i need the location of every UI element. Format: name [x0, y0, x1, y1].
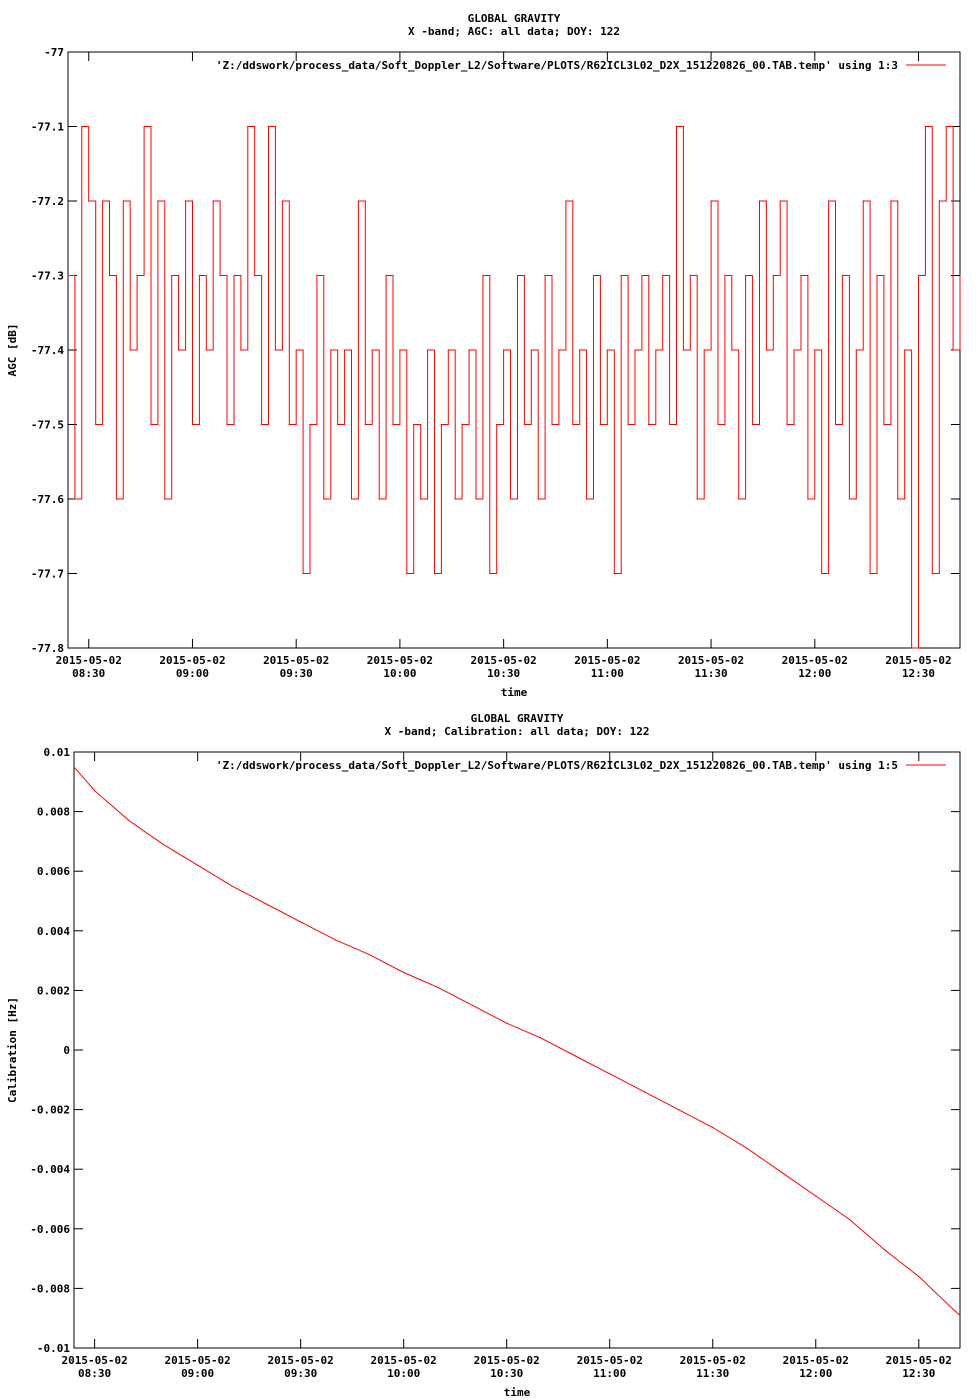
data-point [662, 275, 663, 276]
data-point [282, 200, 283, 201]
data-point [856, 349, 857, 350]
plot-frame [74, 752, 960, 1348]
data-point [178, 349, 179, 350]
data-point [74, 498, 75, 499]
y-tick-label: -0.002 [30, 1103, 70, 1117]
data-point [644, 1091, 645, 1092]
data-point [254, 275, 255, 276]
data-point [510, 498, 511, 499]
data-point [551, 424, 552, 425]
data-point [712, 1127, 713, 1128]
data-point [455, 498, 456, 499]
data-point [953, 1309, 954, 1310]
data-point [506, 1023, 507, 1024]
chart-title: GLOBAL GRAVITY [470, 712, 564, 725]
data-point [766, 349, 767, 350]
data-point [524, 424, 525, 425]
x-tick-date-label: 2015-05-02 [267, 1354, 334, 1367]
data-point [462, 424, 463, 425]
y-tick-label: 0.008 [36, 805, 70, 819]
data-point [884, 1249, 885, 1250]
x-axis-label: time [500, 686, 528, 699]
data-point [379, 498, 380, 499]
data-point [946, 126, 947, 127]
data-point [406, 573, 407, 574]
x-tick-time-label: 10:00 [383, 667, 417, 680]
data-point [531, 349, 532, 350]
x-tick-date-label: 2015-05-02 [61, 1354, 128, 1367]
data-point [669, 424, 670, 425]
data-point [226, 424, 227, 425]
data-point [953, 349, 954, 350]
x-tick-time-label: 10:00 [387, 1367, 421, 1380]
x-tick-date-label: 2015-05-02 [679, 1354, 746, 1367]
data-point [773, 275, 774, 276]
data-point [747, 1148, 748, 1149]
data-point [434, 573, 435, 574]
y-tick-label: -0.004 [30, 1163, 70, 1177]
data-point [330, 349, 331, 350]
data-point [144, 126, 145, 127]
data-point [213, 200, 214, 201]
data-point [163, 844, 164, 845]
x-tick-date-label: 2015-05-02 [164, 1354, 231, 1367]
data-point [717, 424, 718, 425]
data-point [247, 126, 248, 127]
x-tick-date-label: 2015-05-02 [470, 654, 537, 667]
data-point [807, 498, 808, 499]
data-point [197, 865, 198, 866]
data-point [206, 349, 207, 350]
x-tick-time-label: 10:30 [487, 667, 521, 680]
x-axis-label: time [503, 1386, 531, 1399]
data-point [918, 1276, 919, 1277]
data-point [289, 424, 290, 425]
x-tick-date-label: 2015-05-02 [263, 654, 330, 667]
x-tick-time-label: 11:30 [694, 667, 728, 680]
x-tick-date-label: 2015-05-02 [885, 1354, 952, 1367]
data-point [164, 498, 165, 499]
y-tick-label: 0.004 [36, 924, 70, 938]
data-point [683, 349, 684, 350]
x-tick-date-label: 2015-05-02 [782, 1354, 849, 1367]
data-point [199, 275, 200, 276]
y-axis-label: AGC [dB] [6, 323, 19, 377]
y-tick-label: -77.1 [30, 120, 64, 134]
data-point [192, 424, 193, 425]
data-point [883, 424, 884, 425]
data-point [800, 275, 801, 276]
data-point [413, 424, 414, 425]
data-point [358, 200, 359, 201]
y-tick-label: -77.4 [30, 344, 64, 357]
y-tick-label: -77.6 [30, 493, 64, 506]
data-point [268, 126, 269, 127]
data-point [296, 349, 297, 350]
data-point [876, 275, 877, 276]
data-point [469, 349, 470, 350]
y-tick-label: 0 [63, 1044, 70, 1057]
data-point [738, 498, 739, 499]
data-point [420, 498, 421, 499]
data-point [793, 349, 794, 350]
data-point [593, 275, 594, 276]
data-point [399, 349, 400, 350]
data-point [752, 424, 753, 425]
data-point [489, 573, 490, 574]
x-tick-time-label: 12:30 [902, 1367, 936, 1380]
x-tick-time-label: 11:30 [696, 1367, 730, 1380]
data-point [600, 424, 601, 425]
data-point [482, 275, 483, 276]
data-point [392, 424, 393, 425]
data-point [545, 275, 546, 276]
data-point [745, 275, 746, 276]
x-tick-time-label: 09:30 [284, 1367, 318, 1380]
data-point [240, 349, 241, 350]
y-tick-label: -77.3 [30, 269, 64, 283]
x-tick-time-label: 09:30 [279, 667, 313, 680]
data-point [503, 349, 504, 350]
y-axis-label: Calibration [Hz] [6, 997, 19, 1103]
plot-frame [68, 52, 960, 648]
data-point [372, 349, 373, 350]
data-point [351, 498, 352, 499]
data-point [678, 1109, 679, 1110]
data-point [109, 275, 110, 276]
data-point [614, 573, 615, 574]
x-tick-time-label: 08:30 [78, 1367, 112, 1380]
data-point [300, 921, 301, 922]
x-tick-time-label: 09:00 [181, 1367, 215, 1380]
data-point [904, 349, 905, 350]
data-point [171, 275, 172, 276]
chart-subtitle: X -band; AGC: all data; DOY: 122 [408, 25, 620, 38]
data-point [67, 275, 68, 276]
data-point [690, 275, 691, 276]
data-point [344, 349, 345, 350]
data-point [911, 647, 912, 648]
data-point [918, 275, 919, 276]
y-tick-label: -0.006 [30, 1222, 70, 1236]
data-point [648, 424, 649, 425]
y-tick-label: 0.006 [36, 865, 70, 879]
data-point [572, 424, 573, 425]
data-point [441, 424, 442, 425]
data-point [369, 954, 370, 955]
data-point [655, 349, 656, 350]
data-point [472, 1005, 473, 1006]
data-point [95, 424, 96, 425]
data-point [130, 349, 131, 350]
data-point [835, 424, 836, 425]
data-point [185, 200, 186, 201]
x-tick-date-label: 2015-05-02 [781, 654, 848, 667]
x-tick-date-label: 2015-05-02 [55, 654, 122, 667]
data-point [759, 200, 760, 201]
data-point [565, 200, 566, 201]
data-point [731, 349, 732, 350]
x-tick-date-label: 2015-05-02 [159, 654, 226, 667]
data-point [231, 886, 232, 887]
data-point [849, 498, 850, 499]
y-tick-label: 0.002 [36, 984, 70, 998]
data-point [932, 573, 933, 574]
data-point [634, 349, 635, 350]
legend-label: 'Z:/ddswork/process_data/Soft_Doppler_L2/Software/PLOTS/R62ICL3L02_D2X_151220826_00.TAB.temp' using 1:5 [215, 759, 898, 772]
data-point [94, 790, 95, 791]
y-tick-label: -77.2 [30, 195, 64, 208]
data-point [316, 275, 317, 276]
x-tick-time-label: 10:30 [490, 1367, 524, 1380]
x-tick-time-label: 12:30 [901, 667, 936, 680]
data-point [275, 349, 276, 350]
data-point [334, 939, 335, 940]
data-point [123, 200, 124, 201]
data-point [607, 349, 608, 350]
data-point [586, 498, 587, 499]
data-point [88, 200, 89, 201]
series-line [74, 767, 960, 1315]
data-point [781, 1172, 782, 1173]
data-point [448, 349, 449, 350]
data-point [575, 1055, 576, 1056]
y-tick-label: -0.008 [30, 1282, 70, 1296]
data-point [815, 1195, 816, 1196]
data-point [437, 987, 438, 988]
data-point [711, 200, 712, 201]
x-tick-date-label: 2015-05-02 [576, 1354, 643, 1367]
data-point [814, 349, 815, 350]
x-tick-date-label: 2015-05-02 [473, 1354, 540, 1367]
y-tick-label: -77.7 [30, 567, 64, 581]
data-point [676, 126, 677, 127]
data-point [780, 200, 781, 201]
data-point [641, 275, 642, 276]
data-point [558, 349, 559, 350]
data-point [697, 498, 698, 499]
x-tick-date-label: 2015-05-02 [370, 1354, 437, 1367]
data-point [261, 424, 262, 425]
data-point [233, 275, 234, 276]
data-point [724, 275, 725, 276]
data-point [266, 903, 267, 904]
data-point [870, 573, 871, 574]
data-point [102, 200, 103, 201]
data-point [386, 275, 387, 276]
data-point [850, 1219, 851, 1220]
y-tick-label: 0.01 [43, 746, 70, 759]
data-point [427, 349, 428, 350]
data-point [73, 766, 74, 767]
data-point [365, 424, 366, 425]
data-point [704, 349, 705, 350]
data-point [517, 275, 518, 276]
series-line [68, 127, 960, 649]
data-point [925, 126, 926, 127]
data-point [309, 424, 310, 425]
data-point [842, 275, 843, 276]
y-tick-label: -77 [44, 46, 64, 59]
data-point [787, 424, 788, 425]
y-tick-label: -77.5 [30, 418, 64, 432]
data-point [475, 498, 476, 499]
x-tick-time-label: 11:00 [590, 667, 624, 680]
data-point [323, 498, 324, 499]
data-point [621, 275, 622, 276]
x-tick-time-label: 08:30 [72, 667, 106, 680]
data-point [496, 424, 497, 425]
data-point [939, 200, 940, 201]
data-point [337, 424, 338, 425]
x-tick-time-label: 09:00 [175, 667, 210, 680]
x-tick-date-label: 2015-05-02 [366, 654, 434, 667]
data-point [890, 200, 891, 201]
y-tick-label: -77.8 [30, 642, 64, 655]
data-point [538, 498, 539, 499]
x-tick-time-label: 12:00 [799, 1367, 833, 1380]
x-tick-time-label: 12:00 [798, 667, 832, 680]
data-point [959, 1315, 960, 1316]
data-point [403, 972, 404, 973]
data-point [959, 275, 960, 276]
data-point [303, 573, 304, 574]
data-point [609, 1073, 610, 1074]
data-point [150, 424, 151, 425]
data-point [81, 126, 82, 127]
y-tick-label: -0.01 [36, 1342, 70, 1355]
data-point [897, 498, 898, 499]
chart-subtitle: X -band; Calibration: all data; DOY: 122 [384, 725, 650, 738]
data-point [579, 349, 580, 350]
data-point [821, 573, 822, 574]
x-tick-date-label: 2015-05-02 [677, 654, 745, 667]
legend-label: 'Z:/ddswork/process_data/Soft_Doppler_L2/Software/PLOTS/R62ICL3L02_D2X_151220826_00.TAB.temp' using 1:3 [215, 59, 898, 72]
x-tick-date-label: 2015-05-02 [885, 654, 952, 667]
data-point [116, 498, 117, 499]
data-point [828, 200, 829, 201]
data-point [128, 820, 129, 821]
x-tick-date-label: 2015-05-02 [574, 654, 641, 667]
data-point [628, 424, 629, 425]
data-point [863, 200, 864, 201]
data-point [220, 275, 221, 276]
data-point [157, 200, 158, 201]
data-point [137, 275, 138, 276]
x-tick-time-label: 11:00 [593, 1367, 627, 1380]
chart-title: GLOBAL GRAVITY [467, 12, 561, 25]
data-point [540, 1038, 541, 1039]
